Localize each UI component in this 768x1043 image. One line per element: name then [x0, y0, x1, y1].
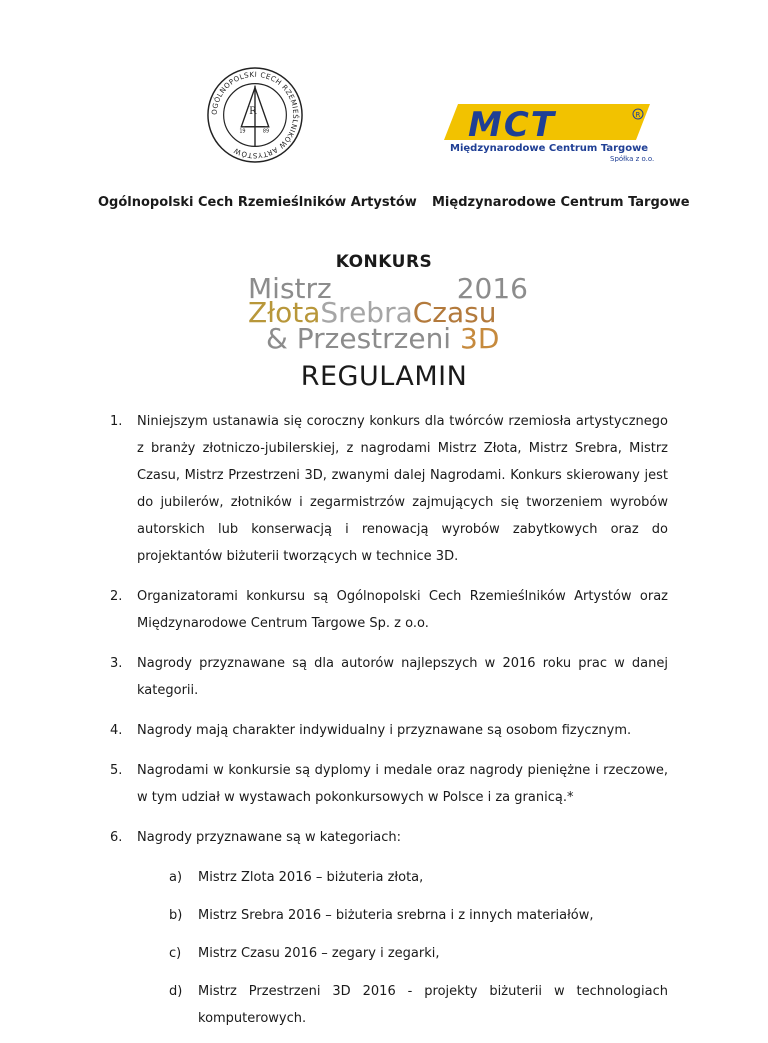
- category-letter: b): [169, 908, 183, 923]
- caption-right-org: Międzynarodowe Centrum Targowe: [432, 195, 690, 210]
- mct-brand-text: MCT: [468, 105, 556, 145]
- banner-year: 2016: [456, 272, 528, 305]
- seal-ring-text: OGÓLNOPOLSKI CECH RZEMIEŚLNIKÓW ARTYSTÓW: [209, 69, 301, 161]
- rule-number: 5.: [110, 763, 123, 778]
- rule-text: Nagrody przyznawane są w kategoriach:: [137, 830, 402, 845]
- rule-text: Nagrody mają charakter indywidualny i przyznawane są osobom fizycznym.: [137, 723, 632, 738]
- category-letter: a): [169, 870, 183, 885]
- svg-text:89: 89: [262, 128, 270, 135]
- banner-space: & Przestrzeni: [266, 322, 452, 355]
- rule-item: [110, 757, 668, 811]
- mct-logo: [440, 96, 670, 162]
- contest-heading: KONKURS: [335, 252, 433, 272]
- rule-item: [110, 717, 668, 744]
- svg-text:19: 19: [239, 128, 246, 135]
- rules-list: [110, 408, 668, 1043]
- mct-name-text: Międzynarodowe Centrum Targowe: [450, 143, 649, 154]
- rule-number: 1.: [110, 414, 123, 429]
- banner-line3: [266, 322, 499, 355]
- banner-silver: Srebra: [320, 296, 413, 329]
- rule-item: [110, 408, 668, 570]
- document-title: REGULAMIN: [300, 361, 468, 392]
- banner-mistrz: Mistrz: [248, 272, 332, 305]
- rule-text: Organizatorami konkursu są Ogólnopolski Cech Rzemieślników Artystów oraz Międzynarodowe Centrum Targowe Sp. z o.o.: [137, 589, 668, 631]
- rule-text: Nagrodami w konkursie są dyplomy i medale oraz nagrody pieniężne i rzeczowe, w tym udział w wystawach pokonkursowych w Polsce i za granicą.*: [137, 763, 668, 805]
- category-text: Mistrz Zlota 2016 – biżuteria złota,: [198, 870, 424, 885]
- category-letter: c): [169, 946, 182, 961]
- rule-item: [110, 583, 668, 637]
- banner-3d: 3D: [460, 322, 500, 355]
- category-text: Mistrz Przestrzeni 3D 2016 - projekty biżuterii w technologiach komputerowych.: [198, 984, 668, 1026]
- svg-text:R: R: [249, 106, 257, 118]
- guild-seal-logo: [206, 66, 304, 164]
- category-item: [110, 902, 668, 929]
- svg-text:R: R: [635, 111, 641, 119]
- contest-banner: [240, 272, 530, 356]
- rule-text: Niniejszym ustanawia się coroczny konkurs dla twórców rzemiosła artystycznego z branży złotniczo-jubilerskiej, z nagrodami Mistrz Złota, Mistrz Srebra, Mistrz Czasu, Mistrz Przestrzeni 3D, zwanymi dalej Nagrodami. Konkurs skierowany jest do jubilerów, złotników i zegarmistrzów zajmujących się tworzeniem wyrobów autorskich lub konserwacją i renowacją wyrobów zabytkowych oraz do projektantów biżuterii tworzących w technice 3D.: [137, 414, 668, 564]
- category-text: Mistrz Czasu 2016 – zegary i zegarki,: [198, 946, 440, 961]
- category-item: [110, 864, 668, 891]
- mct-sub-text: Spółka z o.o.: [610, 155, 655, 162]
- rule-item: [110, 650, 668, 704]
- category-letter: d): [169, 984, 183, 999]
- category-item: [110, 940, 668, 967]
- rule-number: 2.: [110, 589, 123, 604]
- rule-number: 4.: [110, 723, 123, 738]
- banner-gold: Złota: [248, 296, 321, 329]
- category-text: Mistrz Srebra 2016 – biżuteria srebrna i z innych materiałów,: [198, 908, 594, 923]
- rule-number: 3.: [110, 656, 123, 671]
- category-item: [110, 978, 668, 1032]
- rule-number: 6.: [110, 830, 123, 845]
- banner-time: Czasu: [412, 296, 497, 329]
- caption-left-org: Ogólnopolski Cech Rzemieślników Artystów: [98, 195, 417, 210]
- rule-item: [110, 824, 668, 851]
- rule-text: Nagrody przyznawane są dla autorów najlepszych w 2016 roku prac w danej kategorii.: [137, 656, 668, 698]
